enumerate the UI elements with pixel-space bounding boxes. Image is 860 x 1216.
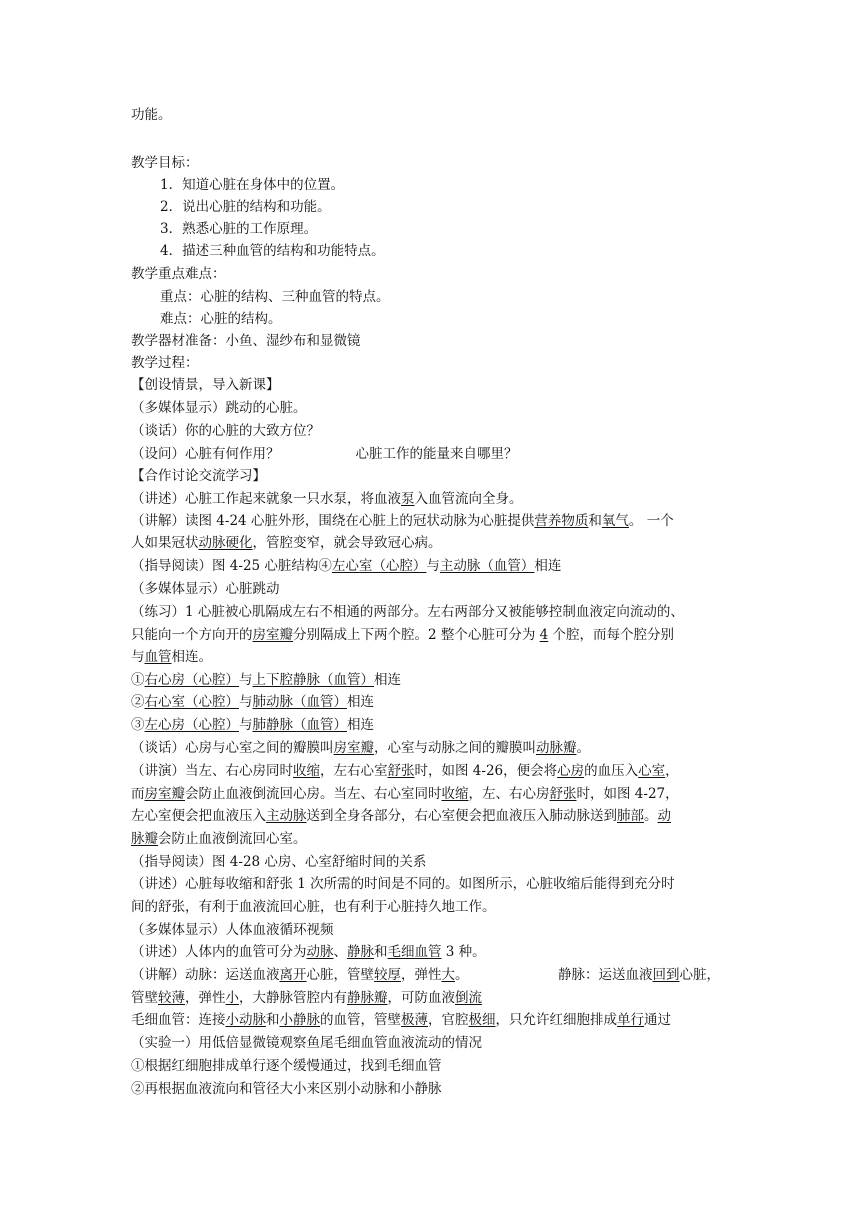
underlined-term: 小 [225,990,239,1006]
text-run: 送到全身各部分，右心室便会把血液压入肺动脉送到 [306,808,617,824]
underlined-term: 极细 [468,1012,496,1028]
goal-item: 4．描述三种血管的结构和功能特点。 [160,243,385,259]
underlined-term: 小静脉 [279,1012,320,1028]
text-run: 。 [576,740,590,756]
paragraph-line: ①根据红细胞排成单行逐个缓慢通过，找到毛细血管 [131,1058,442,1074]
paragraph-line [131,624,674,646]
paragraph-line: （讲述）心脏每收缩和舒张 1 次所需的时间是不同的。如图所示，心脏收缩后能得到充分时 [131,876,675,892]
underlined-term: 左心室（心腔） [331,558,427,574]
text-run: 通过 [644,1012,671,1028]
paragraph-line [131,783,679,805]
paragraph-line [131,828,307,850]
underlined-term: 心房 [557,763,585,779]
paragraph-line [131,737,590,759]
text-run: 与 [426,558,440,574]
underlined-term: 动 [657,808,671,824]
underlined-term: 较厚 [374,967,401,983]
text-run: ② [131,694,145,710]
paragraph-line: （多媒体显示）跳动的心脏。 [131,400,307,416]
text-run: （讲述）人体内的血管可分为 [131,944,307,960]
text-run: 。 一个 [628,513,674,529]
underlined-term: 极薄 [401,1012,428,1028]
paragraph-line: ②再根据血液流向和管径大小来区别小动脉和小静脉 [131,1081,442,1097]
text-run: 时，如图 4-27， [576,786,679,802]
underlined-term: 脉瓣 [131,831,158,847]
text-run: （设问）心脏有何作用？ [131,446,280,462]
goal-item: 3．熟悉心脏的工作原理。 [160,221,318,237]
underlined-term: 较薄 [158,990,185,1006]
underlined-term: 4 [539,627,549,643]
text-run: ① [131,672,145,688]
underlined-term: 静脉瓣 [347,990,388,1006]
underlined-term: 右心室（心腔） [144,694,239,710]
section-title: 【创设情景，导入新课】 [131,377,280,393]
text-run: 相连 [347,717,374,733]
text-run: （讲解）读图 4-24 心脏外形，围绕在心脏上的冠状动脉为心脏提供 [131,513,535,529]
text-run: 人如果冠状 [131,535,199,551]
underlined-term: 房室瓣 [144,786,185,802]
paragraph-line [131,805,671,827]
paragraph-line [558,964,720,986]
underlined-term: 小动脉 [225,1012,266,1028]
underlined-term: 肺部 [617,808,644,824]
underlined-term: 左心房（心腔） [144,717,239,733]
underlined-term: 舒张 [549,786,577,802]
text-run: ③ [131,717,145,733]
underlined-term: 肺静脉（血管） [252,717,347,733]
paragraph-line [131,443,518,465]
underlined-term: 倒流 [455,990,482,1006]
paragraph-line [131,964,469,986]
paragraph-line [131,941,486,963]
underlined-term: 毛细血管 [387,944,442,960]
text-run: 与 [239,672,253,688]
goals-heading: 教学目标： [131,155,199,171]
text-run: 和 [588,513,602,529]
underlined-term: 收缩 [441,786,469,802]
text-run: 、 [333,944,347,960]
underlined-term: 动脉 [306,944,334,960]
underlined-term: 离开 [279,967,307,983]
paragraph-line [131,987,482,1009]
underlined-term: 心室 [638,763,666,779]
text-run: ，左、右心房 [468,786,550,802]
underlined-term: 营养物质 [534,513,589,529]
text-run: 和 [374,944,388,960]
text-run: 相连。 [171,649,212,665]
paragraph-line [131,555,561,577]
text-run: 会防止血液倒流回心房。当左、右心室同时 [185,786,442,802]
text-run: （谈话）心房与心室之间的瓣膜叫 [131,740,334,756]
text-run: ，心室与动脉之间的瓣膜叫 [374,740,536,756]
underlined-term: 血管 [144,649,172,665]
text-run: 心脏， [679,967,720,983]
text-run: 时，如图 4-26，便会将 [414,763,558,779]
text-run: ，官腔 [428,1012,469,1028]
text-run: 相连 [374,672,401,688]
underlined-term: 单行 [617,1012,644,1028]
text-run: ，弹性 [401,967,442,983]
paragraph-line: （多媒体显示）心脏跳动 [131,581,280,597]
paragraph-line [131,510,674,532]
text-run: 。 [455,967,469,983]
text-run: ，大静脉管腔内有 [239,990,347,1006]
text-run: 。 [644,808,658,824]
underlined-term: 收缩 [293,763,320,779]
underlined-term: 回到 [652,967,680,983]
text-run: 与 [131,649,145,665]
text-run: 与 [239,694,253,710]
text-run: 而 [131,786,145,802]
text-run: 毛细血管：连接 [131,1012,226,1028]
text-run: ，管腔变窄，就会导致冠心病。 [252,535,442,551]
text-run: ，左右心室 [320,763,388,779]
text-run: 管壁 [131,990,158,1006]
text-run: 左心室便会把血液压入 [131,808,266,824]
intro-tail: 功能。 [131,107,172,123]
process-heading: 教学过程： [131,355,199,371]
hard-point: 难点：心脏的结构。 [160,311,282,327]
underlined-term: 静脉 [347,944,374,960]
underlined-term: 舒张 [387,763,415,779]
paragraph-line [131,488,523,510]
underlined-term: 动脉硬化 [198,535,253,551]
paragraph-line [131,714,374,736]
text-run: （讲解）动脉：运送血液 [131,967,280,983]
text-run: 与 [239,717,253,733]
underlined-term: 上下腔静脉（血管） [252,672,374,688]
text-run: 心脏工作的能量来自哪里？ [355,446,518,462]
paragraph-line: （指导阅读）图 4-28 心房、心室舒缩时间的关系 [131,854,427,870]
paragraph-line [131,691,374,713]
text-run: 相连 [347,694,374,710]
goal-item: 1．知道心脏在身体中的位置。 [160,177,345,193]
text-run: 分别隔成上下两个腔。2 整个心脏可分为 [293,627,540,643]
section-title: 【合作讨论交流学习】 [131,468,266,484]
underlined-term: 大 [441,967,455,983]
text-run: （指导阅读）图 4-25 心脏结构④ [131,558,332,574]
text-run: 会防止血液倒流回心室。 [158,831,307,847]
paragraph-line [131,669,401,691]
key-heading: 教学重点难点： [131,266,226,282]
key-point: 重点：心脏的结构、三种血管的特点。 [160,289,390,305]
text-run: 入血管流向全身。 [414,491,523,507]
underlined-term: 泵 [401,491,415,507]
text-run: 相连 [534,558,562,574]
paragraph-line: （练习）1 心脏被心肌隔成左右不相通的两部分。左右两部分又被能够控制血液定向流动的、 [131,604,684,620]
paragraph-line: （谈话）你的心脏的大致方位？ [131,423,320,439]
text-run: 和 [266,1012,280,1028]
text-run: 静脉：运送血液 [558,967,653,983]
paragraph-line [131,760,679,782]
text-run: 的血压入 [584,763,639,779]
underlined-term: 主动脉（血管） [439,558,535,574]
underlined-term: 动脉瓣 [536,740,577,756]
underlined-term: 右心房（心腔） [144,672,239,688]
text-run: ，可防血液 [387,990,455,1006]
underlined-term: 肺动脉（血管） [252,694,347,710]
paragraph-line: 间的舒张，有利于血液流回心脏，也有利于心脏持久地工作。 [131,899,496,915]
goal-item: 2．说出心脏的结构和功能。 [160,199,331,215]
materials: 教学器材准备：小鱼、湿纱布和显微镜 [131,333,361,349]
underlined-term: 房室瓣 [333,740,374,756]
text-run: 3 种。 [441,944,486,960]
text-run: ，只允许红细胞排成 [495,1012,617,1028]
text-run: 只能向一个方向开的 [131,627,253,643]
paragraph-line: （实验一）用低倍显微镜观察鱼尾毛细血管血液流动的情况 [131,1035,482,1051]
text-run: ， [665,763,679,779]
underlined-term: 氧气 [601,513,629,529]
text-run: 的血管，管壁 [320,1012,401,1028]
paragraph-line [131,646,212,668]
underlined-term: 房室瓣 [252,627,293,643]
text-run: 个腔，而每个腔分别 [548,627,675,643]
text-run: （讲述）心脏工作起来就象一只水泵，将血液 [131,491,401,507]
text-run: 心脏，管壁 [306,967,374,983]
paragraph-line: （多媒体显示）人体血液循环视频 [131,922,334,938]
text-run: （讲演）当左、右心房同时 [131,763,293,779]
paragraph-line [131,1009,671,1031]
underlined-term: 主动脉 [266,808,307,824]
paragraph-line [131,532,442,554]
text-run: ，弹性 [185,990,226,1006]
